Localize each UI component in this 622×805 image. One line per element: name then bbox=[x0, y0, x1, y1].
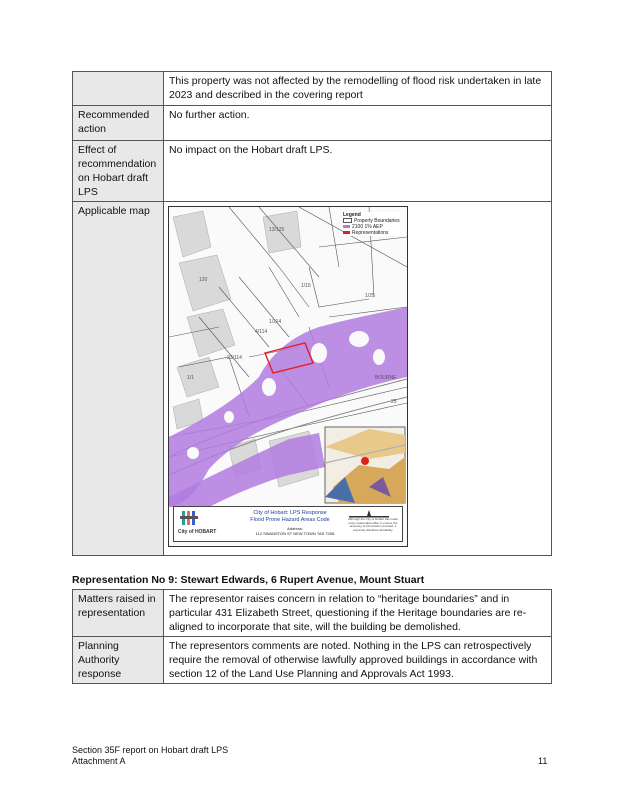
page-footer bbox=[72, 745, 228, 767]
map-cell bbox=[164, 202, 552, 556]
map-drawing bbox=[169, 207, 407, 546]
empty-label-cell bbox=[73, 72, 164, 106]
row-label: Recommended action bbox=[73, 106, 164, 141]
logo-text: City of HOBART bbox=[178, 529, 217, 535]
recommendation-table bbox=[72, 71, 552, 556]
parcel-label: BOURNE bbox=[375, 375, 397, 381]
flood-swatch bbox=[343, 225, 350, 228]
parcel-label: 4/114 bbox=[255, 329, 268, 335]
row-value: The representors comments are noted. Nothing in the LPS can retrospectively require the removal of otherwise lawfully approved buildings in accordance with section 12 of the Land Use Planning and Approvals Act 1993. bbox=[164, 637, 552, 684]
footer-line: Attachment A bbox=[72, 756, 126, 766]
flood-map bbox=[168, 206, 408, 547]
map-legend bbox=[343, 212, 400, 236]
parcel-label: 13/125 bbox=[269, 227, 285, 233]
parcel-label: 1/25 bbox=[365, 293, 375, 299]
footer-line: Section 35F report on Hobart draft LPS bbox=[72, 745, 229, 755]
row-label: Effect of recommendation on Hobart draft LPS bbox=[73, 141, 164, 202]
parcel-label: 23/114 bbox=[227, 355, 242, 361]
row-value: No impact on the Hobart draft LPS. bbox=[164, 141, 552, 202]
map-address: Address: 112 SWANSTON ST NEW TOWN TAS 7008 bbox=[255, 526, 335, 536]
parcel-label: 120 bbox=[199, 277, 208, 283]
row-label: Planning Authority response bbox=[73, 637, 164, 684]
row-label: Matters raised in representation bbox=[73, 590, 164, 637]
map-scale-and-disclaimer: Although the City of Hobart has made every reasonable effort to ensure the accuracy of information provided, it expressly disclaims all liability. bbox=[347, 510, 399, 532]
legend-item: 2100 1% AEP bbox=[343, 224, 400, 230]
legend-title: Legend bbox=[343, 212, 361, 218]
inset-map bbox=[325, 427, 405, 503]
boundary-swatch bbox=[343, 218, 352, 223]
table-row bbox=[73, 141, 552, 202]
intro-text: This property was not affected by the remodelling of flood risk undertaken in late 2023 and described in the covering report bbox=[164, 72, 552, 106]
legend-item: Property Boundaries bbox=[343, 218, 400, 224]
row-value: The representor raises concern in relation to “heritage boundaries” and in particular 431 Elizabeth Street, questioning if the Heritage boundaries are re-aligned to incorporate that site, will the building be demolished. bbox=[164, 590, 552, 637]
city-logo bbox=[178, 509, 218, 539]
map-title: City of Hobart: LPS Response Flood Prone Hazard Areas Code bbox=[250, 510, 330, 523]
legend-item: Representations bbox=[343, 230, 400, 236]
parcel-label: 1/15 bbox=[301, 283, 311, 289]
table-row bbox=[73, 637, 552, 684]
parcel-label: 1/114 bbox=[269, 319, 282, 325]
page-number: 11 bbox=[538, 756, 548, 766]
representation-table bbox=[72, 589, 552, 684]
table-row bbox=[73, 72, 552, 106]
parcel-label: 25 bbox=[391, 399, 397, 405]
row-value: No further action. bbox=[164, 106, 552, 141]
parcel-label: 1/1 bbox=[187, 375, 194, 381]
location-marker bbox=[361, 457, 369, 465]
table-row bbox=[73, 106, 552, 141]
row-label: Applicable map bbox=[73, 202, 164, 556]
table-row bbox=[73, 202, 552, 556]
representation-heading: Representation No 9: Stewart Edwards, 6 Rupert Avenue, Mount Stuart bbox=[72, 574, 425, 586]
table-row bbox=[73, 590, 552, 637]
representation-swatch bbox=[343, 231, 350, 234]
map-title-block bbox=[173, 506, 403, 542]
